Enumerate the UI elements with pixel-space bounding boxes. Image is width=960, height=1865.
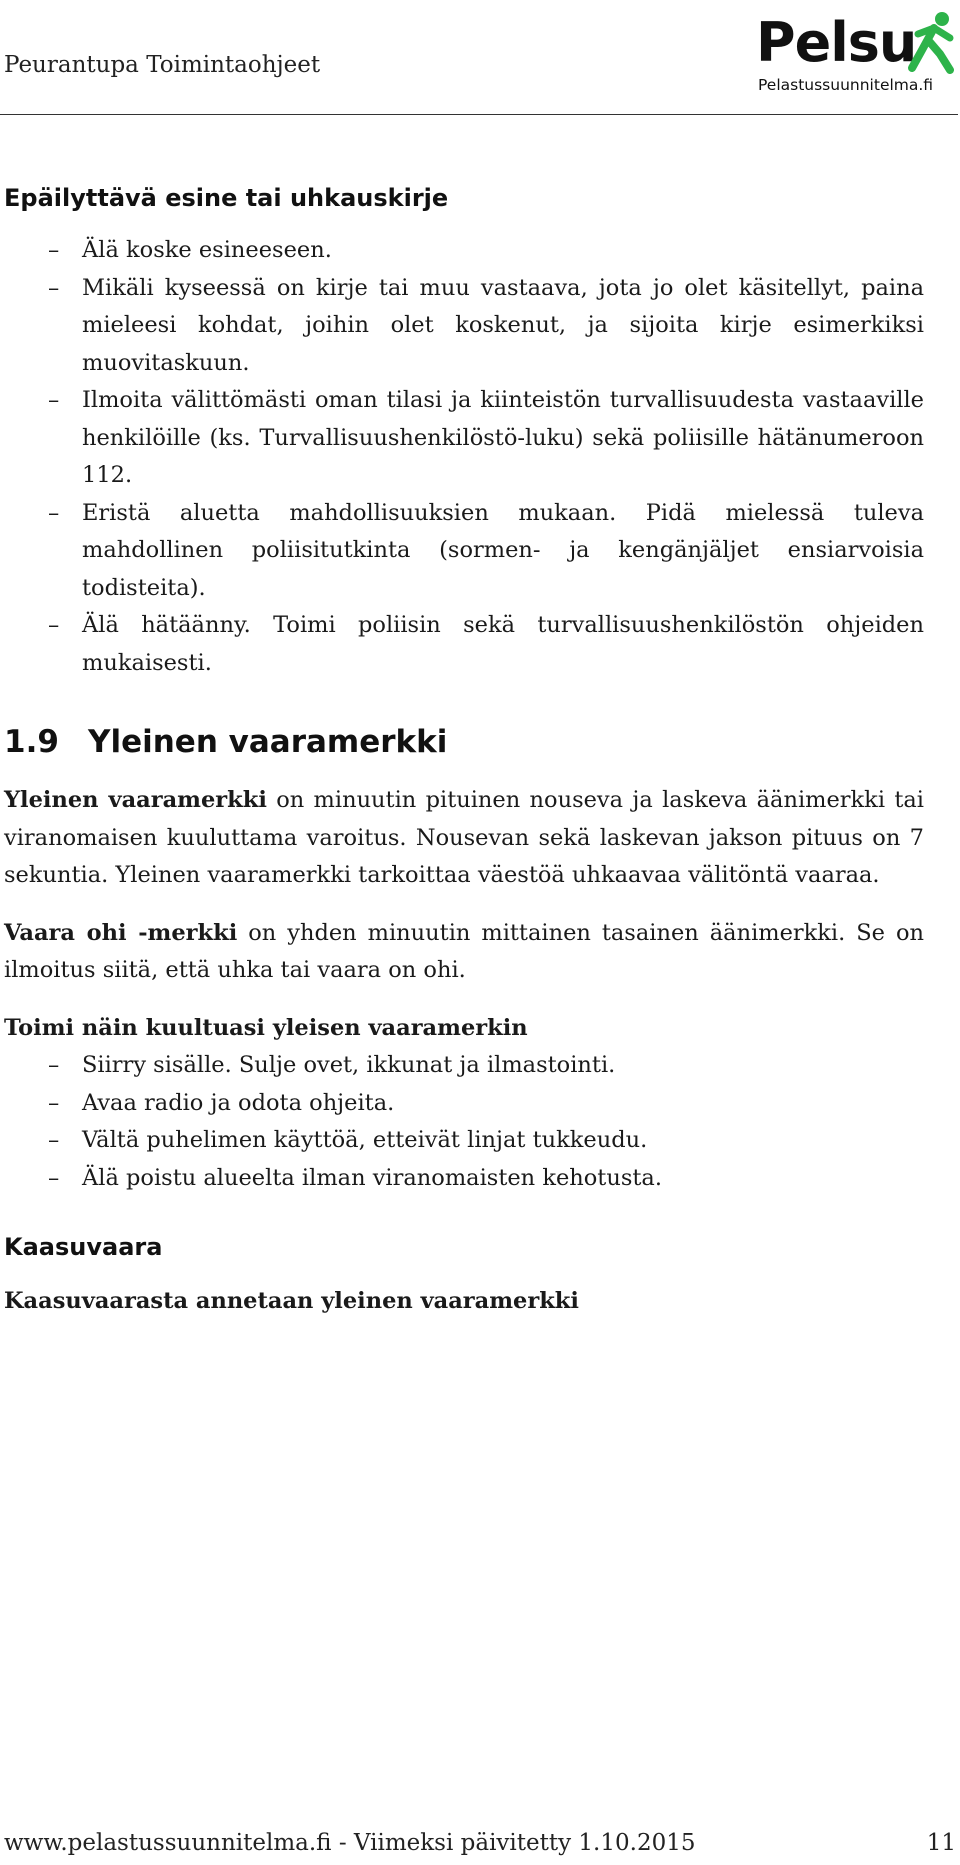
- list-bullet: –: [48, 1052, 60, 1078]
- suspicious-object-list: [4, 232, 924, 682]
- running-person-icon: [904, 10, 960, 74]
- document-header-title: Peurantupa Toimintaohjeet: [4, 52, 321, 78]
- list-bullet: –: [48, 1164, 60, 1191]
- list-item: [4, 1160, 924, 1198]
- logo-wordmark: Pelsu: [756, 11, 917, 74]
- list-bullet: –: [48, 237, 60, 263]
- gas-danger-heading: Kaasuvaara: [4, 1233, 163, 1261]
- list-item: [4, 232, 924, 270]
- list-item: [4, 1122, 924, 1160]
- list-item: [4, 1047, 924, 1085]
- list-item-text: Älä poistu alueelta ilman viranomaisten kehotusta.: [82, 1164, 662, 1191]
- term-general-warning: Yleinen vaaramerkki: [4, 787, 267, 813]
- list-item: [4, 1085, 924, 1123]
- list-bullet: –: [48, 499, 60, 526]
- pelsu-logo: [756, 10, 960, 105]
- suspicious-object-heading: Epäilyttävä esine tai uhkauskirje: [4, 184, 449, 212]
- header-divider: [0, 114, 958, 115]
- list-bullet: –: [48, 274, 60, 301]
- paragraph-text: on yhden minuutin mittainen tasainen äänimerkki. Se on ilmoitus siitä, että uhka tai vaara on ohi.: [4, 919, 925, 983]
- section-heading: [4, 722, 924, 762]
- general-warning-paragraph: [4, 782, 924, 895]
- paragraph-text: on minuutin pituinen nouseva ja laskeva äänimerkki tai viranomaisen kuuluttama varoitus. Nousevan sekä laskevan jakson pituus on 7 sekuntia. Yleinen vaaramerkki tarkoittaa väestöä uhkaavaa välitöntä vaaraa.: [4, 787, 924, 888]
- list-bullet: –: [48, 387, 60, 413]
- footer-text: www.pelastussuunnitelma.fi - Viimeksi päivitetty 1.10.2015: [4, 1830, 696, 1856]
- list-item-text: Ilmoita välittömästi oman tilasi ja kiinteistön turvallisuudesta vastaaville henkilöille (ks. Turvallisuushenkilöstö-luku) sekä poliisille hätänumeroon 112.: [82, 387, 924, 488]
- list-item: [4, 607, 924, 682]
- list-item-text: Eristä aluetta mahdollisuuksien mukaan. Pidä mielessä tuleva mahdollinen poliisitutkinta (sormen- ja kengänjäljet ensiarvoisia todisteita).: [82, 499, 924, 601]
- list-item-text: Mikäli kyseessä on kirje tai muu vastaava, jota jo olet käsitellyt, paina mieleesi kohdat, joihin olet koskenut, ja sijoita kirje esimerkiksi muovitaskuun.: [82, 274, 924, 376]
- term-all-clear: Vaara ohi -merkki: [4, 919, 238, 946]
- logo-subtitle: Pelastussuunnitelma.fi: [758, 76, 934, 94]
- list-item-text: Vältä puhelimen käyttöä, etteivät linjat tukkeudu.: [82, 1127, 648, 1153]
- list-bullet: –: [48, 612, 60, 638]
- list-bullet: –: [48, 1127, 60, 1153]
- page-content: [4, 180, 924, 1321]
- list-item-text: Älä hätäänny. Toimi poliisin sekä turvallisuushenkilöstön ohjeiden mukaisesti.: [82, 612, 924, 676]
- list-item: [4, 382, 924, 495]
- all-clear-paragraph: [4, 915, 924, 990]
- list-item: [4, 270, 924, 383]
- list-bullet: –: [48, 1089, 60, 1116]
- list-item-text: Älä koske esineeseen.: [82, 237, 332, 263]
- section-number: 1.9: [4, 724, 59, 760]
- gas-danger-subheading: Kaasuvaarasta annetaan yleinen vaaramerkki: [4, 1288, 579, 1314]
- list-item: [4, 495, 924, 608]
- instructions-heading: Toimi näin kuultuasi yleisen vaaramerkin: [4, 1014, 528, 1041]
- page-number: 11: [926, 1830, 956, 1856]
- instructions-list: [4, 1047, 924, 1197]
- list-item-text: Siirry sisälle. Sulje ovet, ikkunat ja ilmastointi.: [82, 1052, 616, 1078]
- list-item-text: Avaa radio ja odota ohjeita.: [82, 1089, 395, 1116]
- section-title: Yleinen vaaramerkki: [88, 724, 448, 760]
